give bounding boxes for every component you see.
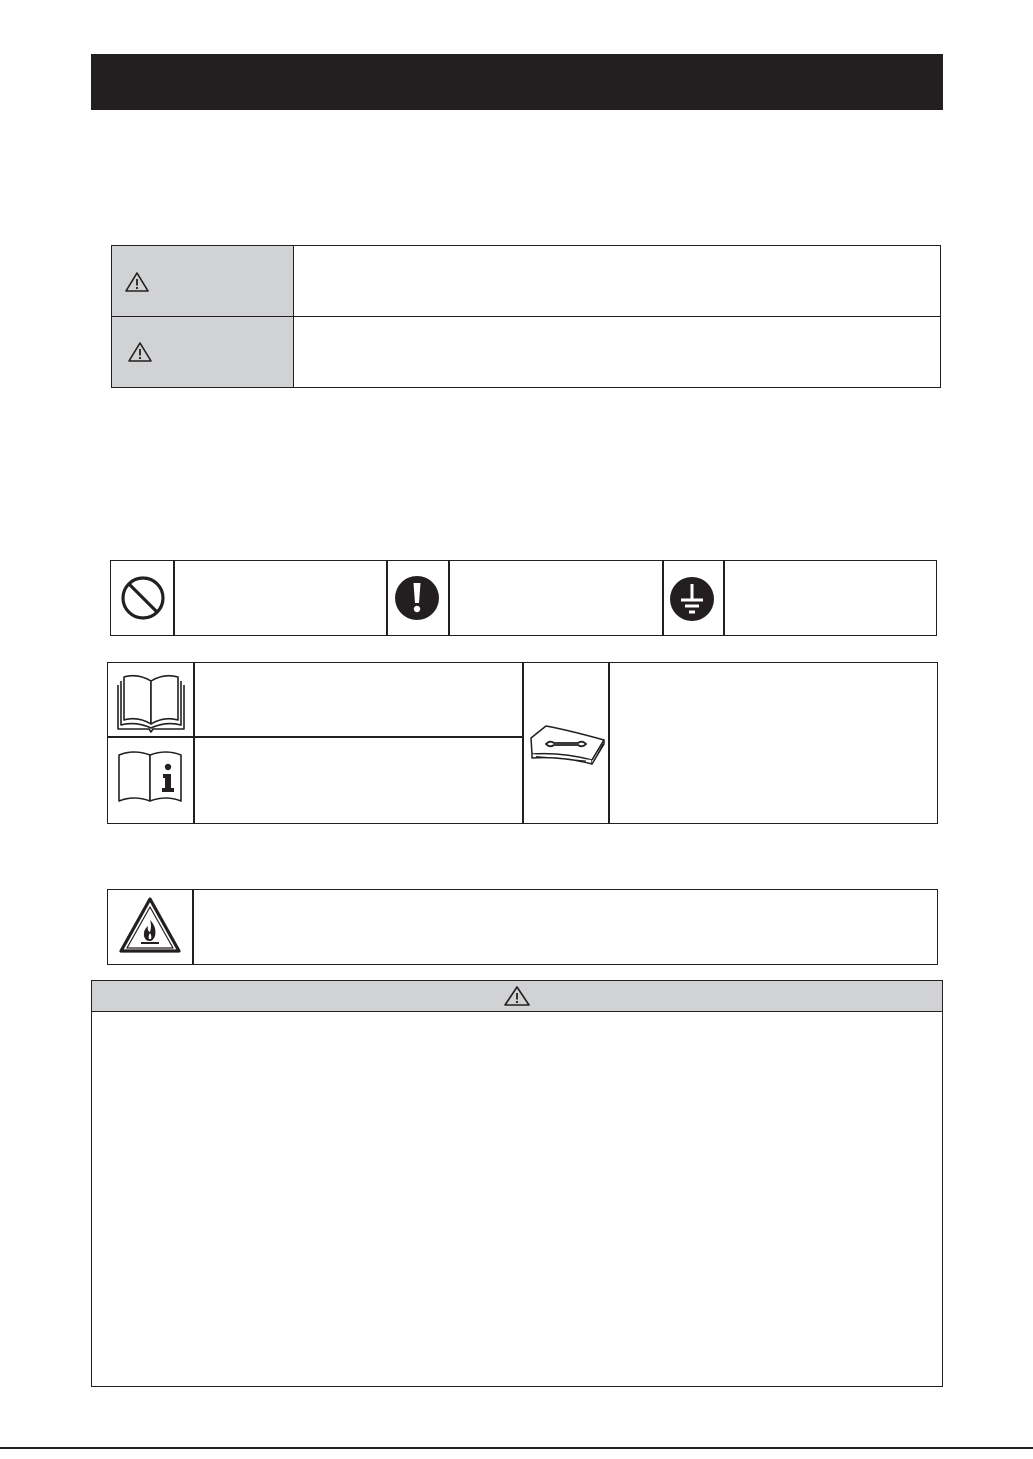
- column-divider: [386, 561, 388, 635]
- signal-word-table: [111, 245, 941, 388]
- prohibition-icon: [119, 574, 167, 622]
- signal-word-cell: [112, 317, 294, 387]
- manual-symbols-table: [107, 662, 938, 824]
- column-divider: [173, 561, 175, 635]
- flammable-table: [107, 889, 938, 965]
- column-divider: [662, 561, 664, 635]
- signal-word-row: [112, 246, 940, 317]
- row-divider: [108, 736, 523, 738]
- column-divider: [608, 663, 610, 823]
- signal-word-row: [112, 317, 940, 387]
- information-manual-icon: [116, 747, 184, 805]
- warning-header: [92, 981, 942, 1012]
- page-bottom-rule: [0, 1447, 1033, 1449]
- mandatory-action-icon: [393, 574, 441, 622]
- column-divider: [193, 663, 195, 823]
- signal-word-cell: [112, 246, 294, 316]
- warning-triangle-icon: [503, 985, 531, 1007]
- column-divider: [192, 890, 194, 964]
- read-manual-icon: [114, 671, 188, 733]
- header-bar: [91, 54, 943, 110]
- service-manual-icon: [526, 720, 608, 768]
- column-divider: [522, 663, 524, 823]
- warning-triangle-icon: [127, 341, 153, 363]
- warning-box: [91, 980, 943, 1387]
- column-divider: [723, 561, 725, 635]
- earth-ground-icon: [668, 575, 716, 623]
- flammable-warning-icon: [117, 895, 183, 957]
- symbols-table: [110, 560, 937, 636]
- column-divider: [448, 561, 450, 635]
- warning-triangle-icon: [124, 271, 150, 293]
